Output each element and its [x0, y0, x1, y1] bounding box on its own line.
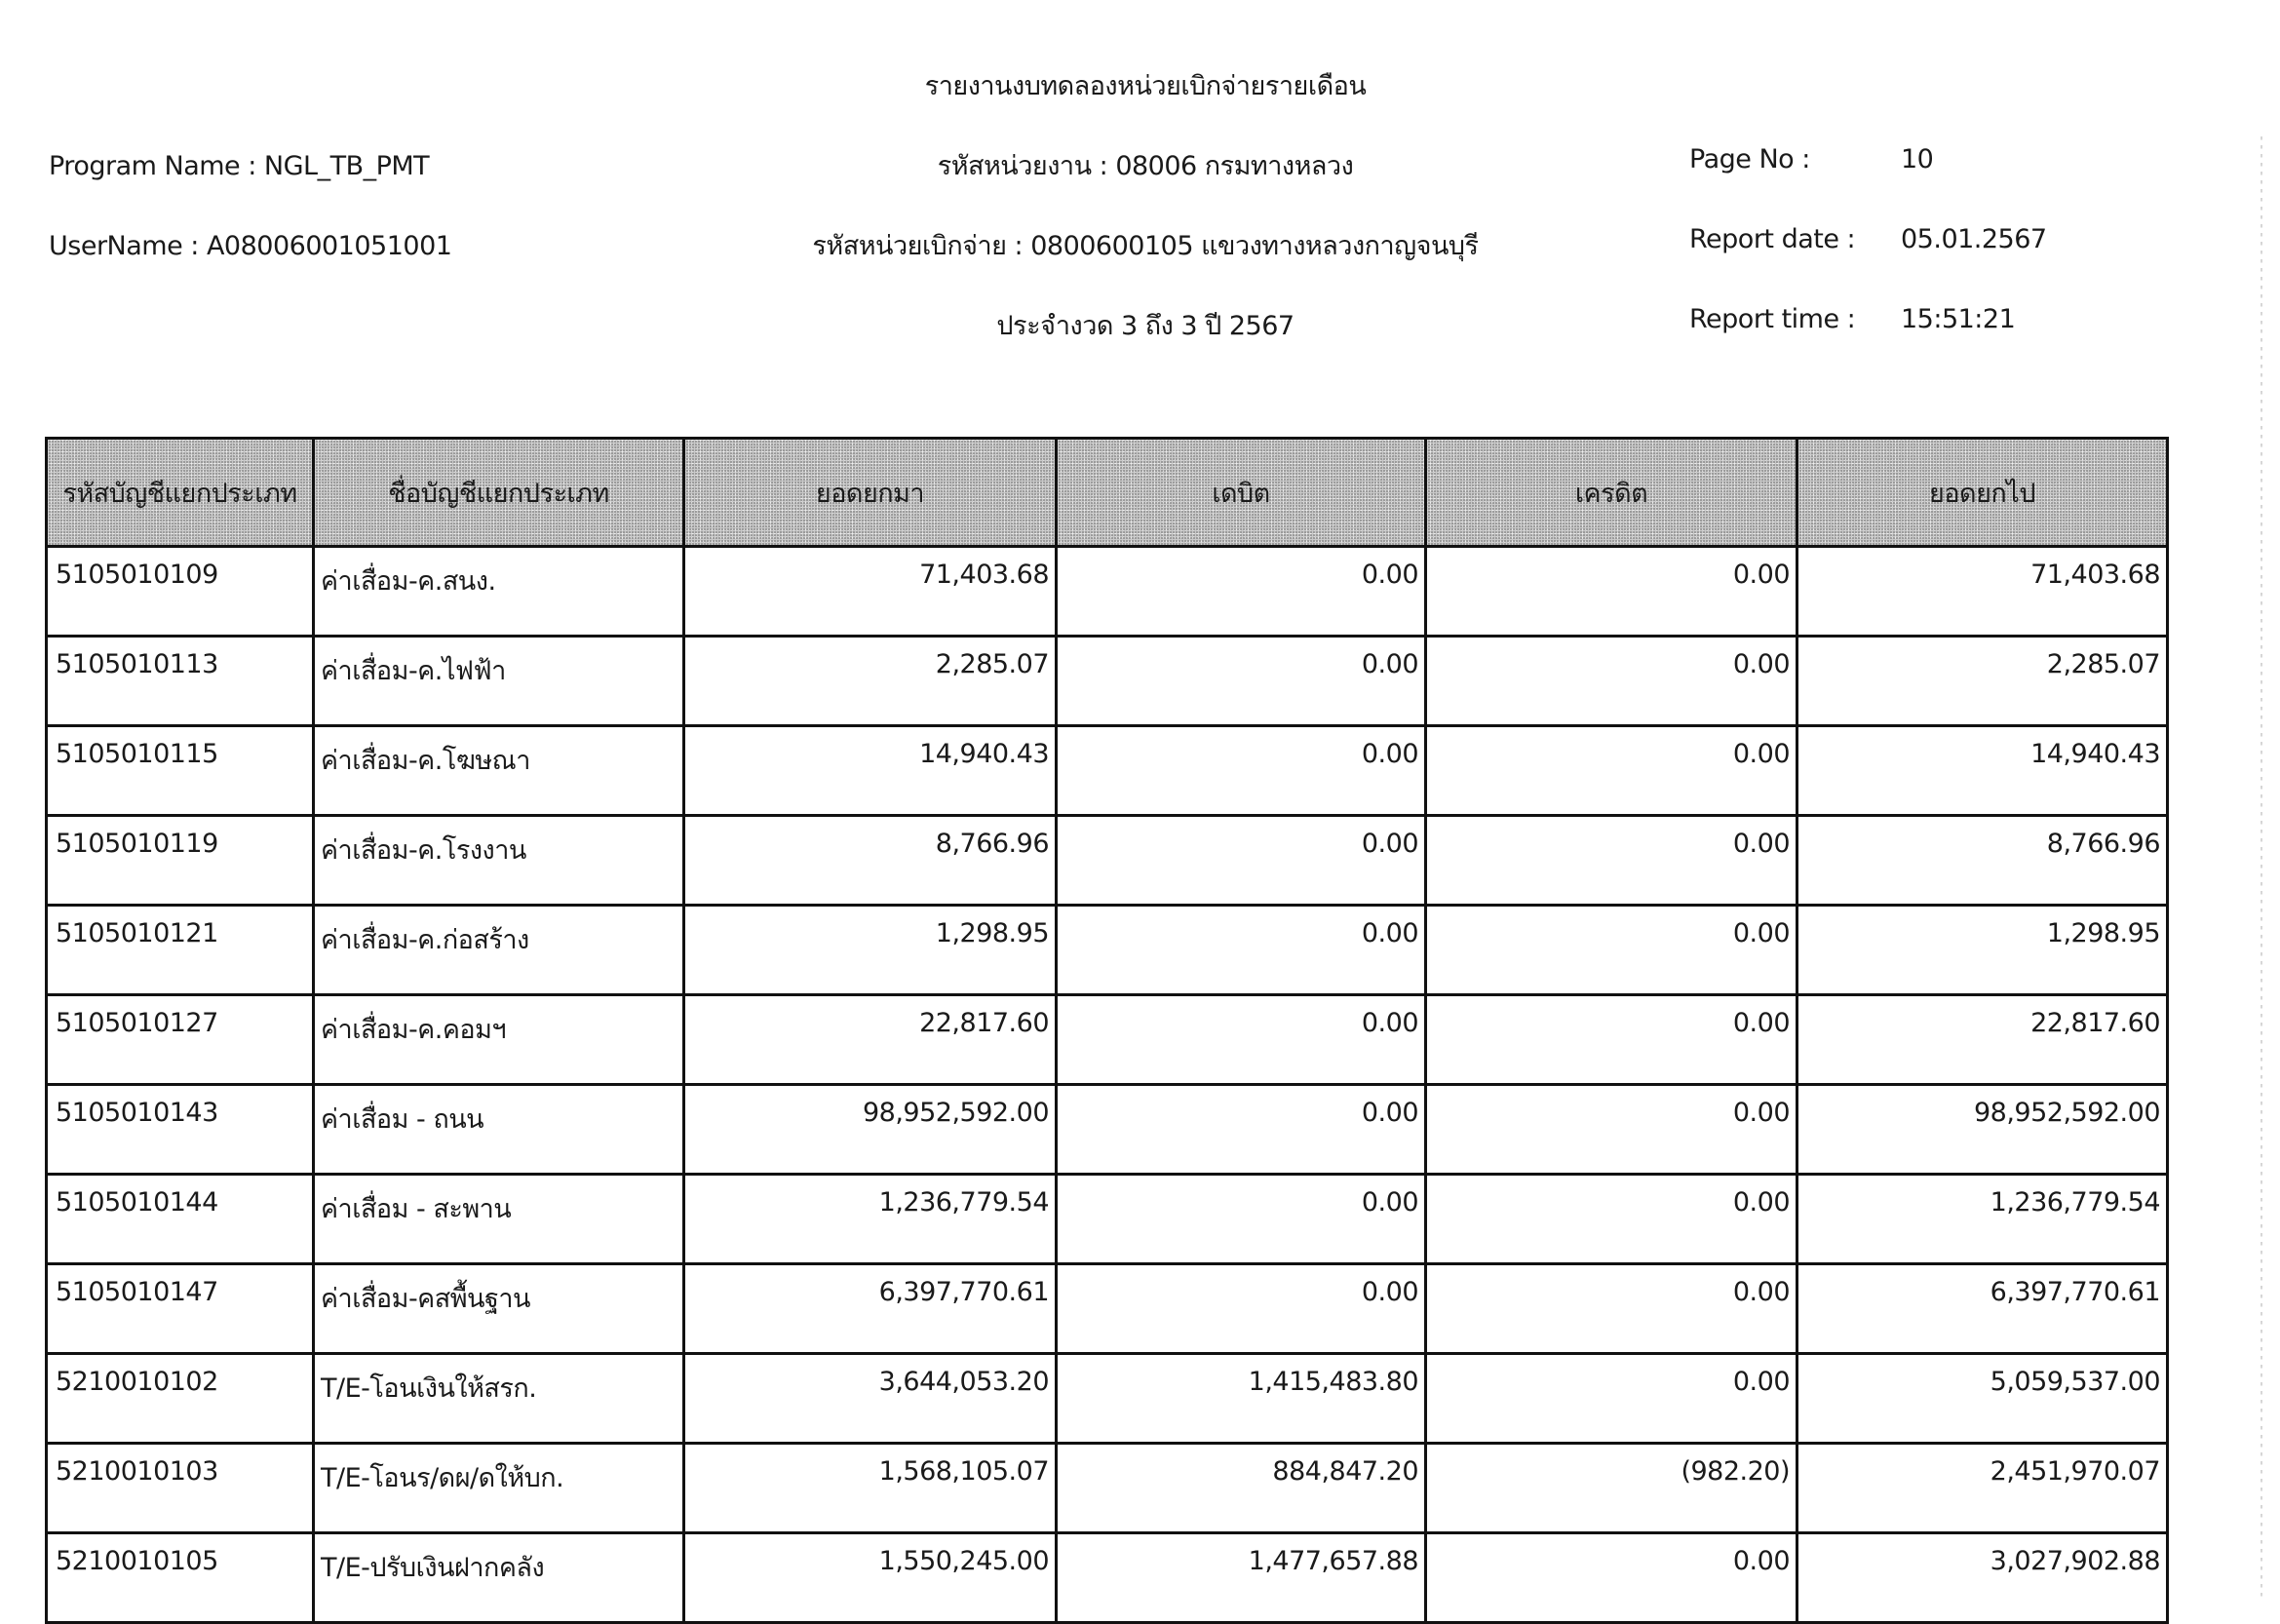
report-title: รายงานงบทดลองหน่วยเบิกจ่ายรายเดือน	[924, 71, 1367, 101]
cell-credit: 0.00	[1426, 1354, 1797, 1444]
column-header-account-code: รหัสบัญชีแยกประเภท	[47, 439, 314, 547]
user-name: UserName : A08006001051001	[49, 231, 452, 261]
scan-edge-artifact	[2261, 136, 2262, 1599]
cell-brought-forward: 1,568,105.07	[684, 1444, 1057, 1533]
cell-carried-forward: 8,766.96	[1797, 816, 2168, 906]
cell-credit: 0.00	[1426, 816, 1797, 906]
report-time-label: Report time :	[1689, 304, 1856, 334]
report-time-value: 15:51:21	[1901, 304, 2016, 334]
program-name: Program Name : NGL_TB_PMT	[49, 151, 430, 181]
table-row	[47, 816, 2168, 906]
cell-carried-forward: 14,940.43	[1797, 726, 2168, 816]
cell-carried-forward: 5,059,537.00	[1797, 1354, 2168, 1444]
cell-carried-forward: 6,397,770.61	[1797, 1264, 2168, 1354]
cell-account-code: 5105010109	[47, 547, 314, 637]
cell-debit: 0.00	[1057, 726, 1426, 816]
cell-carried-forward: 3,027,902.88	[1797, 1533, 2168, 1623]
cell-credit: 0.00	[1426, 1264, 1797, 1354]
cell-brought-forward: 14,940.43	[684, 726, 1057, 816]
page-number-label: Page No :	[1689, 144, 1810, 174]
cell-credit: 0.00	[1426, 1175, 1797, 1264]
cell-brought-forward: 3,644,053.20	[684, 1354, 1057, 1444]
cell-carried-forward: 22,817.60	[1797, 995, 2168, 1085]
report-date-value: 05.01.2567	[1901, 224, 2047, 254]
cell-debit: 0.00	[1057, 547, 1426, 637]
cell-brought-forward: 6,397,770.61	[684, 1264, 1057, 1354]
cell-credit: (982.20)	[1426, 1444, 1797, 1533]
cell-account-name: T/E-โอนเงินให้สรก.	[314, 1354, 684, 1444]
column-header-debit: เดบิต	[1057, 439, 1426, 547]
table-row	[47, 1354, 2168, 1444]
table-row	[47, 1175, 2168, 1264]
cell-account-name: ค่าเสื่อม-ค.ไฟฟ้า	[314, 637, 684, 726]
cell-account-name: ค่าเสื่อม - สะพาน	[314, 1175, 684, 1264]
cell-account-code: 5105010147	[47, 1264, 314, 1354]
period-line: ประจำงวด 3 ถึง 3 ปี 2567	[996, 311, 1295, 341]
cell-account-name: T/E-ปรับเงินฝากคลัง	[314, 1533, 684, 1623]
cell-brought-forward: 98,952,592.00	[684, 1085, 1057, 1175]
cell-account-code: 5210010103	[47, 1444, 314, 1533]
table-row	[47, 995, 2168, 1085]
cell-debit: 0.00	[1057, 1264, 1426, 1354]
cell-credit: 0.00	[1426, 1085, 1797, 1175]
cell-debit: 0.00	[1057, 995, 1426, 1085]
cell-debit: 0.00	[1057, 1085, 1426, 1175]
cell-brought-forward: 71,403.68	[684, 547, 1057, 637]
cell-brought-forward: 22,817.60	[684, 995, 1057, 1085]
table-row	[47, 547, 2168, 637]
cell-credit: 0.00	[1426, 726, 1797, 816]
cell-account-code: 5105010113	[47, 637, 314, 726]
cell-debit: 1,477,657.88	[1057, 1533, 1426, 1623]
cell-debit: 0.00	[1057, 637, 1426, 726]
cell-account-code: 5210010102	[47, 1354, 314, 1444]
cell-carried-forward: 1,236,779.54	[1797, 1175, 2168, 1264]
cell-account-code: 5105010127	[47, 995, 314, 1085]
table-row	[47, 637, 2168, 726]
table-row	[47, 1533, 2168, 1623]
cell-account-code: 5105010119	[47, 816, 314, 906]
cell-account-code: 5210010105	[47, 1533, 314, 1623]
cell-credit: 0.00	[1426, 995, 1797, 1085]
cell-account-code: 5105010143	[47, 1085, 314, 1175]
cell-carried-forward: 1,298.95	[1797, 906, 2168, 995]
cell-account-code: 5105010121	[47, 906, 314, 995]
cell-brought-forward: 1,550,245.00	[684, 1533, 1057, 1623]
cell-credit: 0.00	[1426, 906, 1797, 995]
table-row	[47, 726, 2168, 816]
report-date-label: Report date :	[1689, 224, 1856, 254]
cell-brought-forward: 8,766.96	[684, 816, 1057, 906]
table-row	[47, 906, 2168, 995]
trial-balance-table	[45, 437, 2169, 1624]
cell-account-name: ค่าเสื่อม-ค.ก่อสร้าง	[314, 906, 684, 995]
column-header-credit: เครดิต	[1426, 439, 1797, 547]
table-row	[47, 1085, 2168, 1175]
cell-account-name: ค่าเสื่อม - ถนน	[314, 1085, 684, 1175]
page-number-value: 10	[1901, 144, 1934, 174]
cell-account-code: 5105010115	[47, 726, 314, 816]
column-header-carried-forward: ยอดยกไป	[1797, 439, 2168, 547]
cell-debit: 884,847.20	[1057, 1444, 1426, 1533]
table-header-row	[47, 439, 2168, 547]
cell-debit: 0.00	[1057, 816, 1426, 906]
cell-carried-forward: 98,952,592.00	[1797, 1085, 2168, 1175]
cell-credit: 0.00	[1426, 1533, 1797, 1623]
cell-brought-forward: 1,298.95	[684, 906, 1057, 995]
table-row	[47, 1444, 2168, 1533]
cell-debit: 0.00	[1057, 1175, 1426, 1264]
agency-code-line: รหัสหน่วยงาน : 08006 กรมทางหลวง	[937, 151, 1354, 181]
cell-account-name: ค่าเสื่อม-ค.โฆษณา	[314, 726, 684, 816]
cell-carried-forward: 71,403.68	[1797, 547, 2168, 637]
cell-carried-forward: 2,451,970.07	[1797, 1444, 2168, 1533]
table-row	[47, 1264, 2168, 1354]
cell-account-name: ค่าเสื่อม-คสพื้นฐาน	[314, 1264, 684, 1354]
column-header-account-name: ชื่อบัญชีแยกประเภท	[314, 439, 684, 547]
cell-account-name: T/E-โอนร/ดผ/ดให้บก.	[314, 1444, 684, 1533]
column-header-brought-forward: ยอดยกมา	[684, 439, 1057, 547]
cell-credit: 0.00	[1426, 547, 1797, 637]
disbursement-unit-line: รหัสหน่วยเบิกจ่าย : 0800600105 แขวงทางหลวงกาญจนบุรี	[812, 231, 1479, 261]
cell-debit: 0.00	[1057, 906, 1426, 995]
cell-account-code: 5105010144	[47, 1175, 314, 1264]
cell-brought-forward: 2,285.07	[684, 637, 1057, 726]
cell-account-name: ค่าเสื่อม-ค.สนง.	[314, 547, 684, 637]
cell-debit: 1,415,483.80	[1057, 1354, 1426, 1444]
cell-carried-forward: 2,285.07	[1797, 637, 2168, 726]
cell-brought-forward: 1,236,779.54	[684, 1175, 1057, 1264]
cell-credit: 0.00	[1426, 637, 1797, 726]
cell-account-name: ค่าเสื่อม-ค.คอมฯ	[314, 995, 684, 1085]
cell-account-name: ค่าเสื่อม-ค.โรงงาน	[314, 816, 684, 906]
